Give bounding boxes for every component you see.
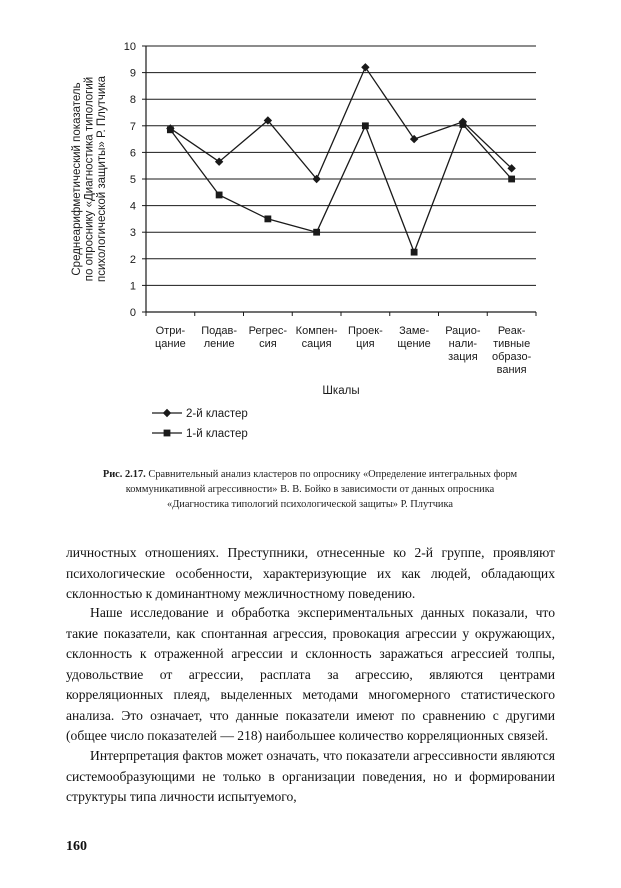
data-point [362,122,369,129]
y-tick-label: 8 [129,94,136,107]
gridlines [146,46,536,285]
y-tick-label: 2 [129,253,136,266]
body-paragraph-1: личностных отношениях. Преступники, отнесенные ко 2-й группе, проявляют психологические особенности, характеризующие их как людей, обладающих склонностью к доминантному межличностному поведению. [66,545,555,601]
y-ticks [124,41,146,319]
category-label: Реак-тивные образо-вания [492,325,532,376]
y-tick-label: 1 [129,280,136,293]
body-paragraph-3: Интерпретация фактов может означать, что показатели агрессивности являются системообразующими не только в организации поведения, но и формировании структуры типа личности испытуемого, [66,748,555,804]
category-label: Компен-сация [295,325,338,350]
y-tick-label: 3 [129,227,136,240]
category-label: Рацио-нали-зация [445,325,481,363]
x-axis-label: Шкалы [322,385,360,397]
data-point [508,176,515,183]
y-axis-label [71,75,108,282]
category-label: Подав-ление [201,325,238,350]
category-label: Регрес-сия [248,325,288,350]
data-point [410,135,418,143]
figure-number: Рис. 2.17. [102,469,146,480]
figure-caption-text: Сравнительный анализ кластеров по опроснику «Определение интегральных форм коммуникативной агрессивности» В. В. Бойко в зависимости от данных опросника «Диагностика типологий психологической защиты» Р. Плутчика [125,469,518,510]
y-tick-label: 6 [129,147,136,160]
y-tick-label: 5 [129,174,136,186]
data-point [167,126,174,133]
y-tick-label: 9 [129,67,136,80]
body-paragraph-2: Наше исследование и обработка экспериментальных данных показали, что такие показатели, как спонтанная агрессия, провокация агрессии у окружающих, склонность к отраженной агрессии и склонность заражаться агрессией толпы, удовольствие от агрессии, расплата за агрессию, являются центрами корреляционных плеяд, выделенных методами многомерного статистического анализа. Это означает, что данные показатели имеют по сравнению с другими (общее число показателей — 218) наибольшее количество корреляционных связей. [66,605,555,743]
category-label: Заме-щение [397,325,431,350]
data-point [313,229,320,236]
category-label: Проек-ция [348,325,383,350]
legend-label: 1-й кластер [186,428,248,440]
legend-label: 2-й кластер [186,408,248,420]
category-label: Отри-цание [154,325,186,350]
category-labels [155,325,532,376]
page-number: 160 [66,839,87,854]
data-point [216,192,223,199]
data-point [411,249,418,256]
data-series [166,63,516,255]
y-tick-label: 7 [129,120,136,133]
series-line [170,124,511,252]
figure-caption [100,467,520,512]
y-axis-label-text: Среднеарифметический показательпо опроснику «Диагностика типологийпсихологической защиты» Р. Плутчика [71,76,108,282]
y-tick-label: 4 [129,200,136,213]
data-point [264,216,271,223]
data-point [361,63,369,71]
y-tick-label: 0 [129,307,136,319]
y-tick-label: 10 [123,41,136,53]
legend [152,408,248,440]
legend-marker [164,430,171,437]
legend-marker [163,409,171,417]
data-point [459,121,466,128]
